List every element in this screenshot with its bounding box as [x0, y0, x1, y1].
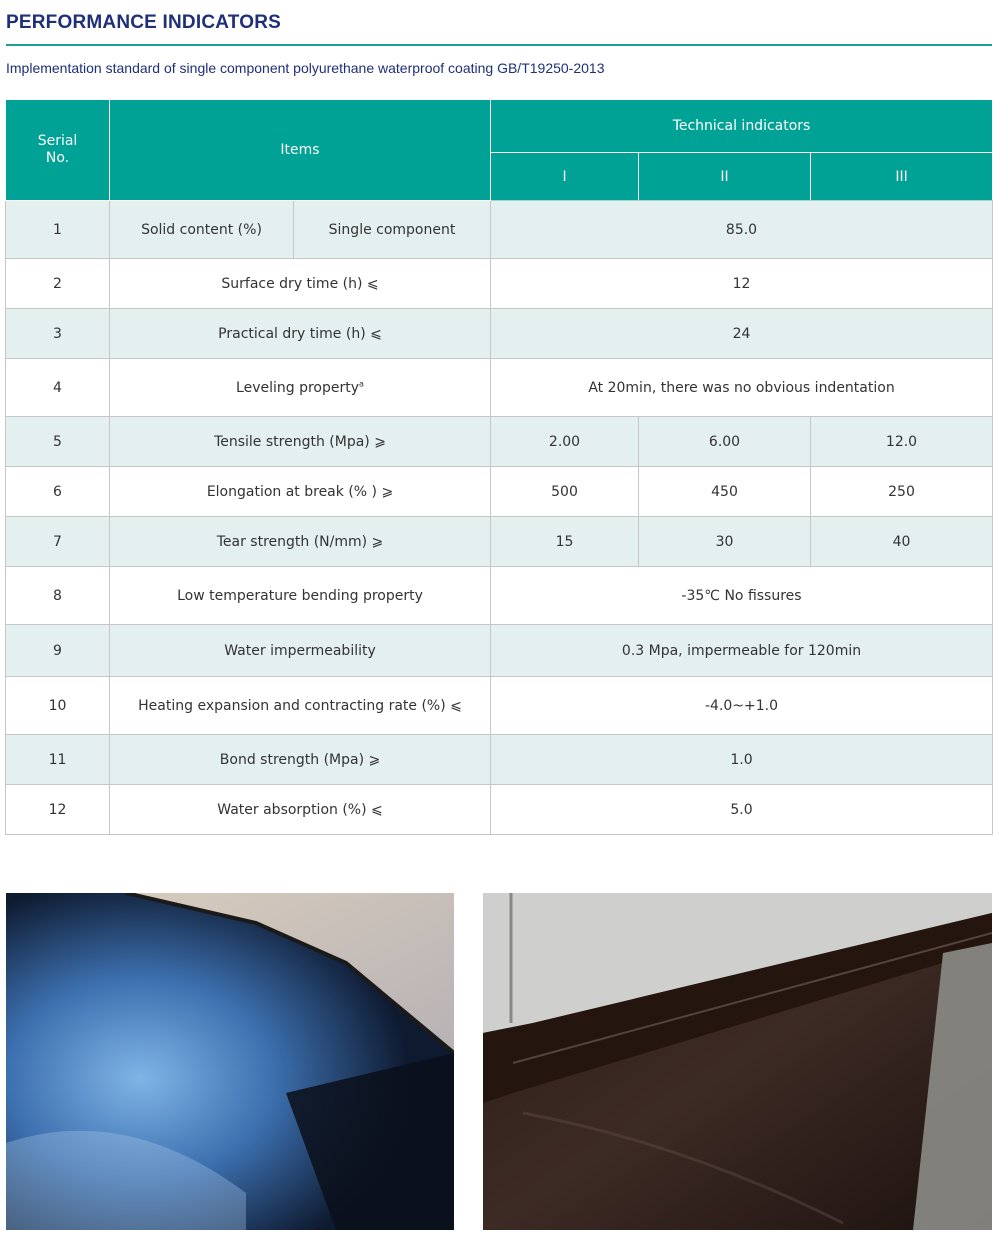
row-item-cell — [110, 359, 491, 417]
row-serial: 8 — [6, 567, 110, 625]
row-value: 1.0 — [491, 735, 993, 785]
row-value-grade-iii: 12.0 — [811, 417, 993, 467]
row-serial: 1 — [6, 201, 110, 259]
row-serial: 12 — [6, 785, 110, 835]
row-value: 85.0 — [491, 201, 993, 259]
row-value: 24 — [491, 309, 993, 359]
row-item: Surface dry time (h) ⩽ — [110, 259, 491, 309]
header-grade-ii: II — [639, 153, 811, 201]
title-divider — [6, 44, 992, 46]
row-item: Elongation at break (% ) ⩾ — [110, 467, 491, 517]
row-value-grade-iii: 250 — [811, 467, 993, 517]
row-value-grade-i: 15 — [491, 517, 639, 567]
header-items: Items — [110, 100, 491, 201]
row-item: Water impermeability — [110, 625, 491, 677]
coating-photo-right — [483, 893, 992, 1230]
table-row — [6, 785, 993, 835]
header-grade-iii: III — [811, 153, 993, 201]
table-row — [6, 677, 993, 735]
row-value: -4.0~+1.0 — [491, 677, 993, 735]
row-value: -35℃ No fissures — [491, 567, 993, 625]
row-value-grade-i: 500 — [491, 467, 639, 517]
page-title: PERFORMANCE INDICATORS — [6, 12, 281, 33]
row-serial: 5 — [6, 417, 110, 467]
footnote-marker: a — [359, 378, 364, 388]
row-item: Tear strength (N/mm) ⩾ — [110, 517, 491, 567]
table-row — [6, 201, 993, 259]
row-item: Practical dry time (h) ⩽ — [110, 309, 491, 359]
header-technical-indicators: Technical indicators — [491, 100, 993, 153]
row-serial: 10 — [6, 677, 110, 735]
row-serial: 2 — [6, 259, 110, 309]
table-row — [6, 259, 993, 309]
page-subtitle: Implementation standard of single component polyurethane waterproof coating GB/T19250-2013 — [6, 60, 605, 76]
row-subitem: Single component — [294, 201, 491, 259]
table-row — [6, 625, 993, 677]
row-value-grade-ii: 450 — [639, 467, 811, 517]
performance-table — [5, 99, 993, 835]
row-value: At 20min, there was no obvious indentation — [491, 359, 993, 417]
header-grade-i: I — [491, 153, 639, 201]
table-row — [6, 467, 993, 517]
row-item: Low temperature bending property — [110, 567, 491, 625]
row-serial: 7 — [6, 517, 110, 567]
row-value-grade-ii: 30 — [639, 517, 811, 567]
row-value-grade-iii: 40 — [811, 517, 993, 567]
row-value-grade-ii: 6.00 — [639, 417, 811, 467]
row-value: 12 — [491, 259, 993, 309]
table-row — [6, 567, 993, 625]
row-serial: 4 — [6, 359, 110, 417]
row-item: Bond strength (Mpa) ⩾ — [110, 735, 491, 785]
row-item: Leveling property — [236, 379, 360, 396]
header-serial-no — [6, 100, 110, 201]
coating-photo-left — [6, 893, 454, 1230]
row-value-grade-i: 2.00 — [491, 417, 639, 467]
row-item: Tensile strength (Mpa) ⩾ — [110, 417, 491, 467]
row-serial: 11 — [6, 735, 110, 785]
table-row — [6, 417, 993, 467]
row-item: Water absorption (%) ⩽ — [110, 785, 491, 835]
row-item: Solid content (%) — [110, 201, 294, 259]
row-item: Heating expansion and contracting rate (%) ⩽ — [110, 677, 491, 735]
row-value: 5.0 — [491, 785, 993, 835]
table-row — [6, 517, 993, 567]
table-row — [6, 359, 993, 417]
row-serial: 3 — [6, 309, 110, 359]
header-serial-line2: No. — [45, 150, 70, 166]
row-serial: 9 — [6, 625, 110, 677]
row-serial: 6 — [6, 467, 110, 517]
row-value: 0.3 Mpa, impermeable for 120min — [491, 625, 993, 677]
header-serial-line1: Serial — [37, 133, 78, 149]
table-row — [6, 309, 993, 359]
table-row — [6, 735, 993, 785]
